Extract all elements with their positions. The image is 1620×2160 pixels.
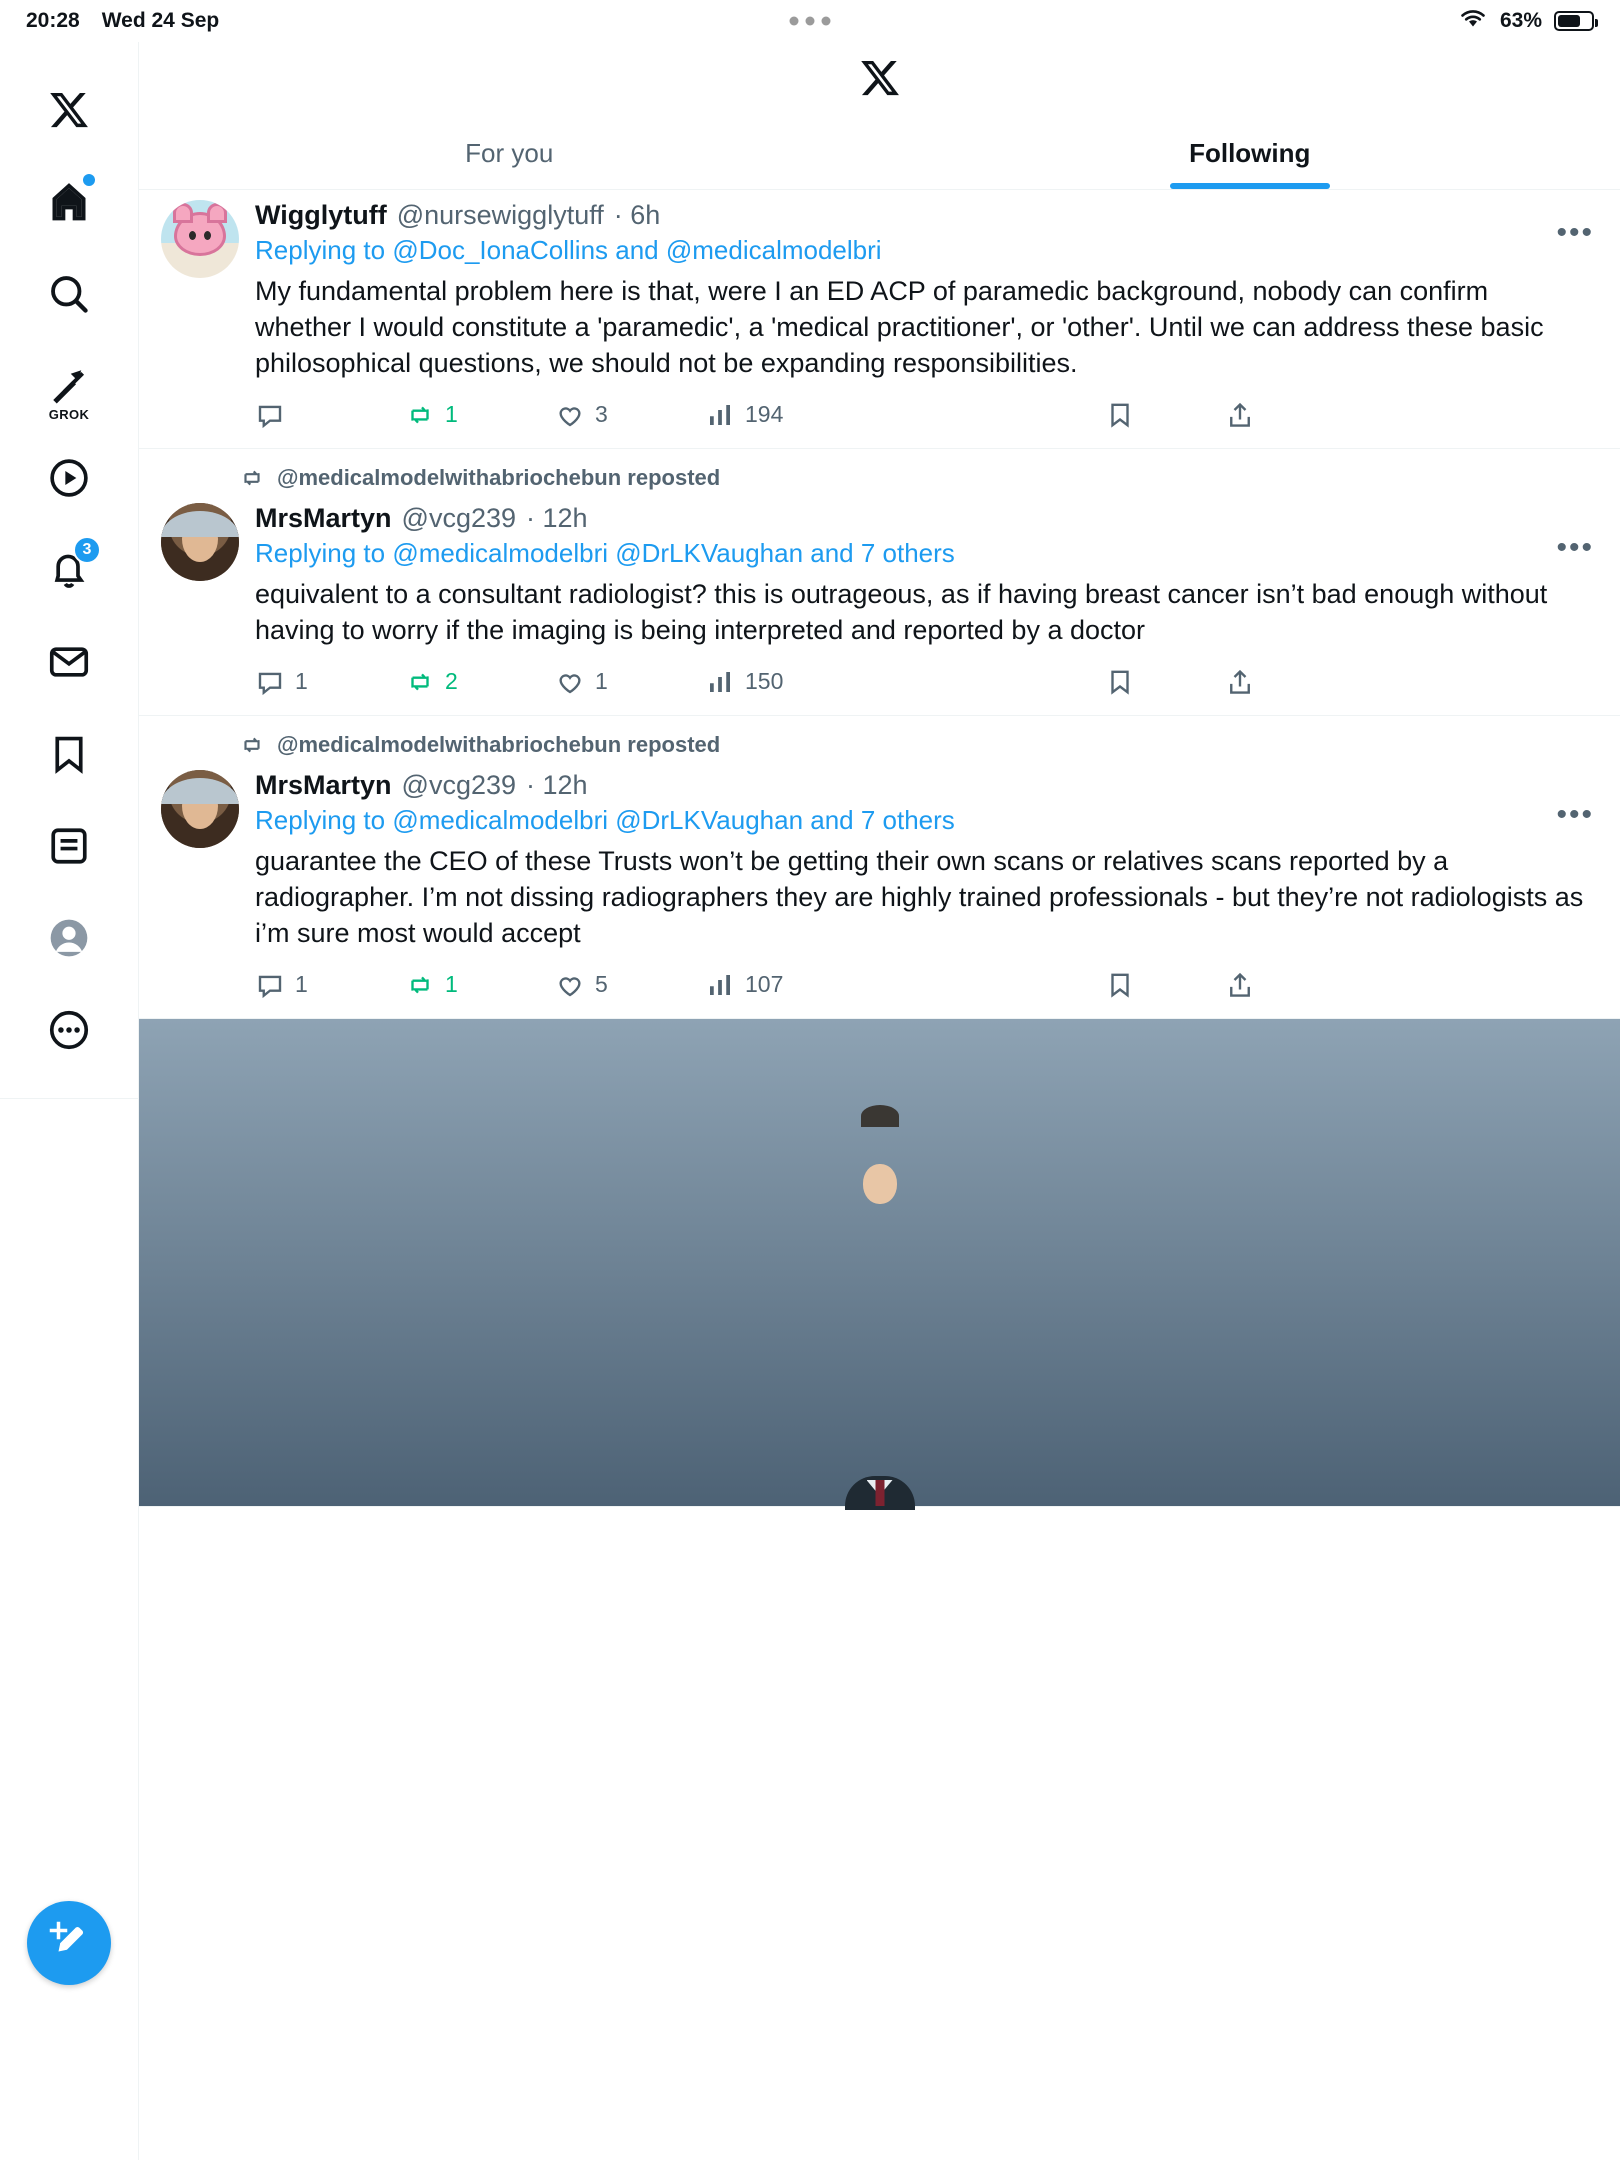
post-mrsmartyn-2[interactable] bbox=[139, 716, 1620, 1019]
replying-to bbox=[255, 233, 1588, 268]
avatar[interactable] bbox=[161, 770, 239, 848]
top-bar bbox=[139, 42, 1620, 118]
sidebar-item-search[interactable] bbox=[27, 252, 111, 336]
reply-button[interactable] bbox=[255, 400, 405, 430]
repost-count: 1 bbox=[445, 401, 458, 428]
x-logo-icon[interactable] bbox=[859, 57, 901, 104]
status-time: 20:28 bbox=[26, 9, 80, 32]
repost-count: 2 bbox=[445, 668, 458, 695]
post-handle[interactable]: @nursewigglytuff bbox=[396, 200, 604, 230]
sidebar-item-bookmarks[interactable] bbox=[27, 712, 111, 796]
bookmark-icon bbox=[47, 732, 91, 776]
post-text: My fundamental problem here is that, were I an ED ACP of paramedic background, nobody can confirm whether I would constitute a 'paramedic', a 'medical practitioner', or 'other'. Until we can address these basic philosophical questions, we should not be expanding responsibilities. bbox=[255, 276, 1552, 378]
post-more-icon[interactable]: ••• bbox=[1556, 216, 1594, 249]
repost-count: 1 bbox=[445, 971, 458, 998]
post-timestamp: · 6h bbox=[613, 200, 661, 230]
battery-icon bbox=[1554, 11, 1594, 31]
sidebar-item-profile[interactable] bbox=[27, 896, 111, 980]
bookmark-button[interactable] bbox=[1105, 970, 1135, 1000]
post-text: guarantee the CEO of these Trusts won’t be getting their own scans or relatives scans reported by a radiographer. I’m not dissing radiographers they are highly trained professionals - but they’re not radiologists as i’m sure most would accept bbox=[255, 845, 1591, 948]
status-dynamic-island bbox=[790, 17, 831, 26]
post-actions bbox=[255, 667, 1255, 715]
sidebar-item-video[interactable] bbox=[27, 436, 111, 520]
repost-label[interactable]: @medicalmodelwithabriochebun reposted bbox=[277, 731, 721, 757]
repost-context bbox=[161, 716, 1598, 760]
x-logo-icon bbox=[48, 89, 90, 131]
sidebar-item-lists[interactable] bbox=[27, 804, 111, 888]
timeline[interactable] bbox=[139, 190, 1620, 2160]
battery-percent: 63% bbox=[1499, 9, 1542, 32]
sidebar-divider bbox=[0, 1098, 138, 1099]
wifi-icon bbox=[1458, 7, 1488, 35]
quoted-post-header bbox=[276, 1342, 1567, 1380]
views-button[interactable] bbox=[705, 400, 855, 430]
more-circle-icon bbox=[47, 1008, 91, 1052]
status-right bbox=[1458, 7, 1594, 35]
repost-button[interactable] bbox=[405, 667, 555, 697]
post-handle[interactable]: @vcg239 bbox=[401, 502, 517, 533]
search-icon bbox=[47, 272, 91, 316]
post-actions bbox=[255, 400, 1255, 448]
status-left bbox=[26, 9, 219, 33]
list-icon bbox=[47, 824, 91, 868]
views-button[interactable] bbox=[705, 667, 855, 697]
like-count: 1 bbox=[595, 668, 608, 695]
sidebar-item-logo[interactable] bbox=[27, 68, 111, 152]
avatar[interactable] bbox=[276, 1342, 314, 1380]
bookmark-button[interactable] bbox=[1105, 667, 1135, 697]
sidebar bbox=[0, 42, 139, 2160]
avatar[interactable] bbox=[161, 200, 239, 278]
reply-count: 1 bbox=[295, 971, 308, 998]
avatar[interactable] bbox=[161, 503, 239, 581]
main-column bbox=[139, 42, 1620, 2160]
sidebar-item-home[interactable] bbox=[27, 160, 111, 244]
home-unread-dot bbox=[83, 174, 95, 186]
post-timestamp: · 12h bbox=[526, 769, 588, 800]
post-more-icon[interactable]: ••• bbox=[1556, 530, 1594, 564]
views-count: 150 bbox=[745, 668, 784, 695]
envelope-icon bbox=[47, 640, 91, 684]
tab-for-you[interactable]: For you bbox=[465, 138, 554, 168]
notifications-badge: 3 bbox=[73, 536, 101, 564]
post-display-name[interactable]: Wigglytuff bbox=[255, 200, 387, 230]
sidebar-item-label: GROK bbox=[48, 407, 90, 422]
replying-to-prefix: Replying to bbox=[255, 804, 393, 835]
replying-to bbox=[255, 803, 1588, 838]
post-handle[interactable]: @vcg239 bbox=[401, 769, 517, 800]
feed-tabs bbox=[139, 118, 1620, 190]
status-date: Wed 24 Sep bbox=[101, 9, 220, 32]
replying-to-prefix: Replying to bbox=[255, 537, 393, 568]
bookmark-button[interactable] bbox=[1105, 400, 1135, 430]
grok-icon bbox=[48, 365, 90, 407]
sidebar-item-messages[interactable] bbox=[27, 620, 111, 704]
like-count: 3 bbox=[595, 401, 608, 428]
status-bar bbox=[0, 0, 1620, 42]
repost-button[interactable] bbox=[405, 400, 555, 430]
share-button[interactable] bbox=[1225, 400, 1255, 430]
post-text: equivalent to a consultant radiologist? this is outrageous, as if having breast cancer isn’t bad enough without having to worry if the imaging is being interpreted and reported by a doctor bbox=[255, 578, 1555, 645]
sidebar-item-grok[interactable] bbox=[27, 344, 111, 428]
post-peterstefanovic[interactable] bbox=[139, 1019, 1620, 1508]
post-wigglytuff[interactable] bbox=[139, 190, 1620, 449]
reply-button[interactable] bbox=[255, 970, 405, 1000]
play-circle-icon bbox=[47, 456, 91, 500]
like-count: 5 bbox=[595, 971, 608, 998]
repost-button[interactable] bbox=[405, 970, 555, 1000]
compose-icon bbox=[48, 1920, 90, 1967]
post-timestamp: · 12h bbox=[526, 502, 588, 533]
share-button[interactable] bbox=[1225, 667, 1255, 697]
post-display-name[interactable]: MrsMartyn bbox=[255, 502, 392, 533]
like-button[interactable] bbox=[555, 970, 705, 1000]
views-count: 194 bbox=[745, 401, 784, 428]
reply-button[interactable] bbox=[255, 667, 405, 697]
repost-label[interactable]: @medicalmodelwithabriochebun reposted bbox=[277, 464, 721, 490]
person-circle-icon bbox=[47, 916, 91, 960]
like-button[interactable] bbox=[555, 667, 705, 697]
share-button[interactable] bbox=[1225, 970, 1255, 1000]
replying-to bbox=[255, 536, 1588, 571]
replying-to-prefix: Replying to bbox=[255, 235, 393, 265]
replying-to-handles[interactable]: @medicalmodelbri @DrLKVaughan and 7 others bbox=[392, 537, 955, 568]
repost-context bbox=[161, 449, 1598, 493]
like-button[interactable] bbox=[555, 400, 705, 430]
views-count: 107 bbox=[745, 971, 784, 998]
post-more-icon[interactable]: ••• bbox=[1556, 797, 1594, 831]
views-button[interactable] bbox=[705, 970, 855, 1000]
post-display-name[interactable]: MrsMartyn bbox=[255, 769, 392, 800]
sidebar-item-notifications[interactable] bbox=[27, 528, 111, 612]
replying-to-handles[interactable]: @medicalmodelbri @DrLKVaughan and 7 others bbox=[392, 804, 955, 835]
reply-count: 1 bbox=[295, 668, 308, 695]
post-mrsmartyn-1[interactable] bbox=[139, 449, 1620, 716]
home-icon bbox=[47, 180, 91, 224]
compose-button[interactable] bbox=[27, 1901, 111, 1985]
quoted-post[interactable] bbox=[255, 1323, 1588, 1506]
post-actions bbox=[255, 970, 1255, 1018]
replying-to-handles[interactable]: @Doc_IonaCollins and @medicalmodelbri bbox=[392, 235, 882, 265]
tab-following[interactable]: Following bbox=[880, 118, 1620, 189]
sidebar-item-more[interactable] bbox=[27, 988, 111, 1072]
